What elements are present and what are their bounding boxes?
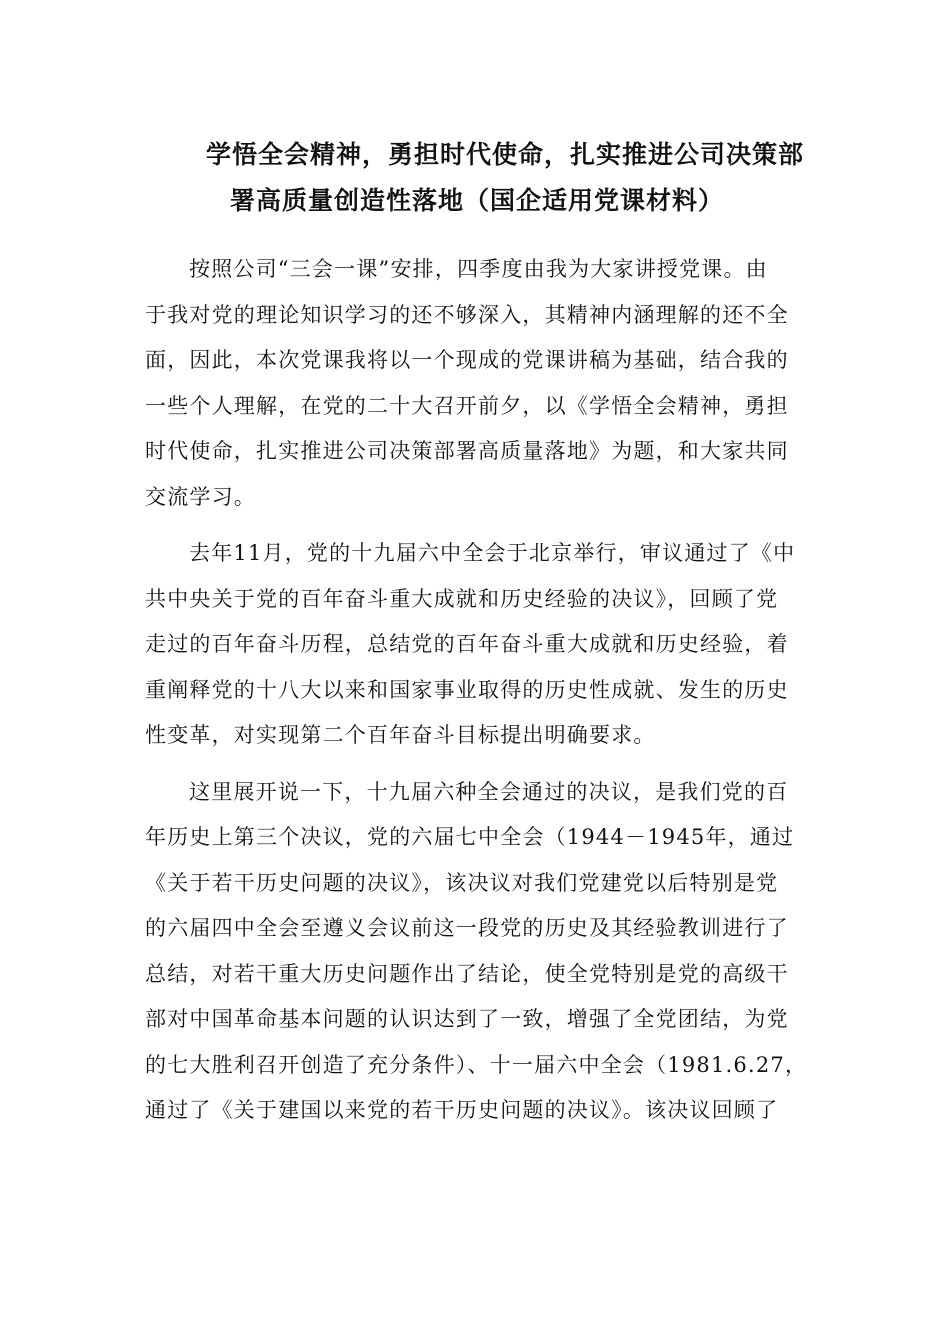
text-line: 年历史上第三个决议，党的六届七中全会（1944－1945年，通过 (145, 825, 795, 849)
text-line: 这里展开说一下，十九届六种全会通过的决议，是我们党的百 (189, 779, 789, 804)
text-line: 走过的百年奋斗历程，总结党的百年奋斗重大成就和历史经验，着 (145, 632, 789, 656)
paragraph-1 (145, 247, 805, 520)
text-line: 通过了《关于建国以来党的若干历史问题的决议》。该决议回顾了 (145, 1098, 779, 1122)
text-line: 一些个人理解，在党的二十大召开前夕，以《学悟全会精神，勇担 (145, 393, 789, 418)
document-title (150, 132, 810, 224)
title-line: 署高质量创造性落地（国企适用党课材料） (230, 186, 725, 215)
text-line: 于我对党的理论知识学习的还不够深入，其精神内涵理解的还不全 (145, 302, 789, 327)
paragraph-3 (145, 770, 808, 1134)
text-line: 按照公司“三会一课”安排，四季度由我为大家讲授党课。由 (189, 257, 768, 281)
text-line: 性变革，对实现第二个百年奋斗目标提出明确要求。 (145, 723, 656, 747)
text-line: 《关于若干历史问题的决议》，该决议对我们党建党以后特别是党 (145, 870, 779, 895)
text-line: 的七大胜利召开创造了充分条件）、十一届六中全会（1981.6.27， (145, 1052, 808, 1077)
text-line: 时代使命，扎实推进公司决策部署高质量落地》为题，和大家共同 (145, 439, 789, 463)
text-line: 共中央关于党的百年奋斗重大成就和历史经验的决议》，回顾了党 (145, 586, 779, 611)
paragraph-2 (145, 531, 805, 759)
document-body (145, 247, 808, 1145)
text-line: 总结，对若干重大历史问题作出了结论，使全党特别是党的高级干 (145, 961, 789, 986)
text-line: 去年11月，党的十九届六中全会于北京举行，审议通过了《中 (189, 541, 796, 565)
text-line: 部对中国革命基本问题的认识达到了一致，增强了全党团结，为党 (145, 1007, 789, 1031)
text-line: 面，因此，本次党课我将以一个现成的党课讲稿为基础，结合我的 (145, 348, 789, 372)
text-line: 重阐释党的十八大以来和国家事业取得的历史性成就、发生的历史 (145, 677, 789, 702)
text-line: 交流学习。 (145, 484, 256, 509)
title-line: 学悟全会精神，勇担时代使命，扎实推进公司决策部 (206, 140, 805, 169)
text-line: 的六届四中全会至遵义会议前这一段党的历史及其经验教训进行了 (145, 916, 789, 940)
